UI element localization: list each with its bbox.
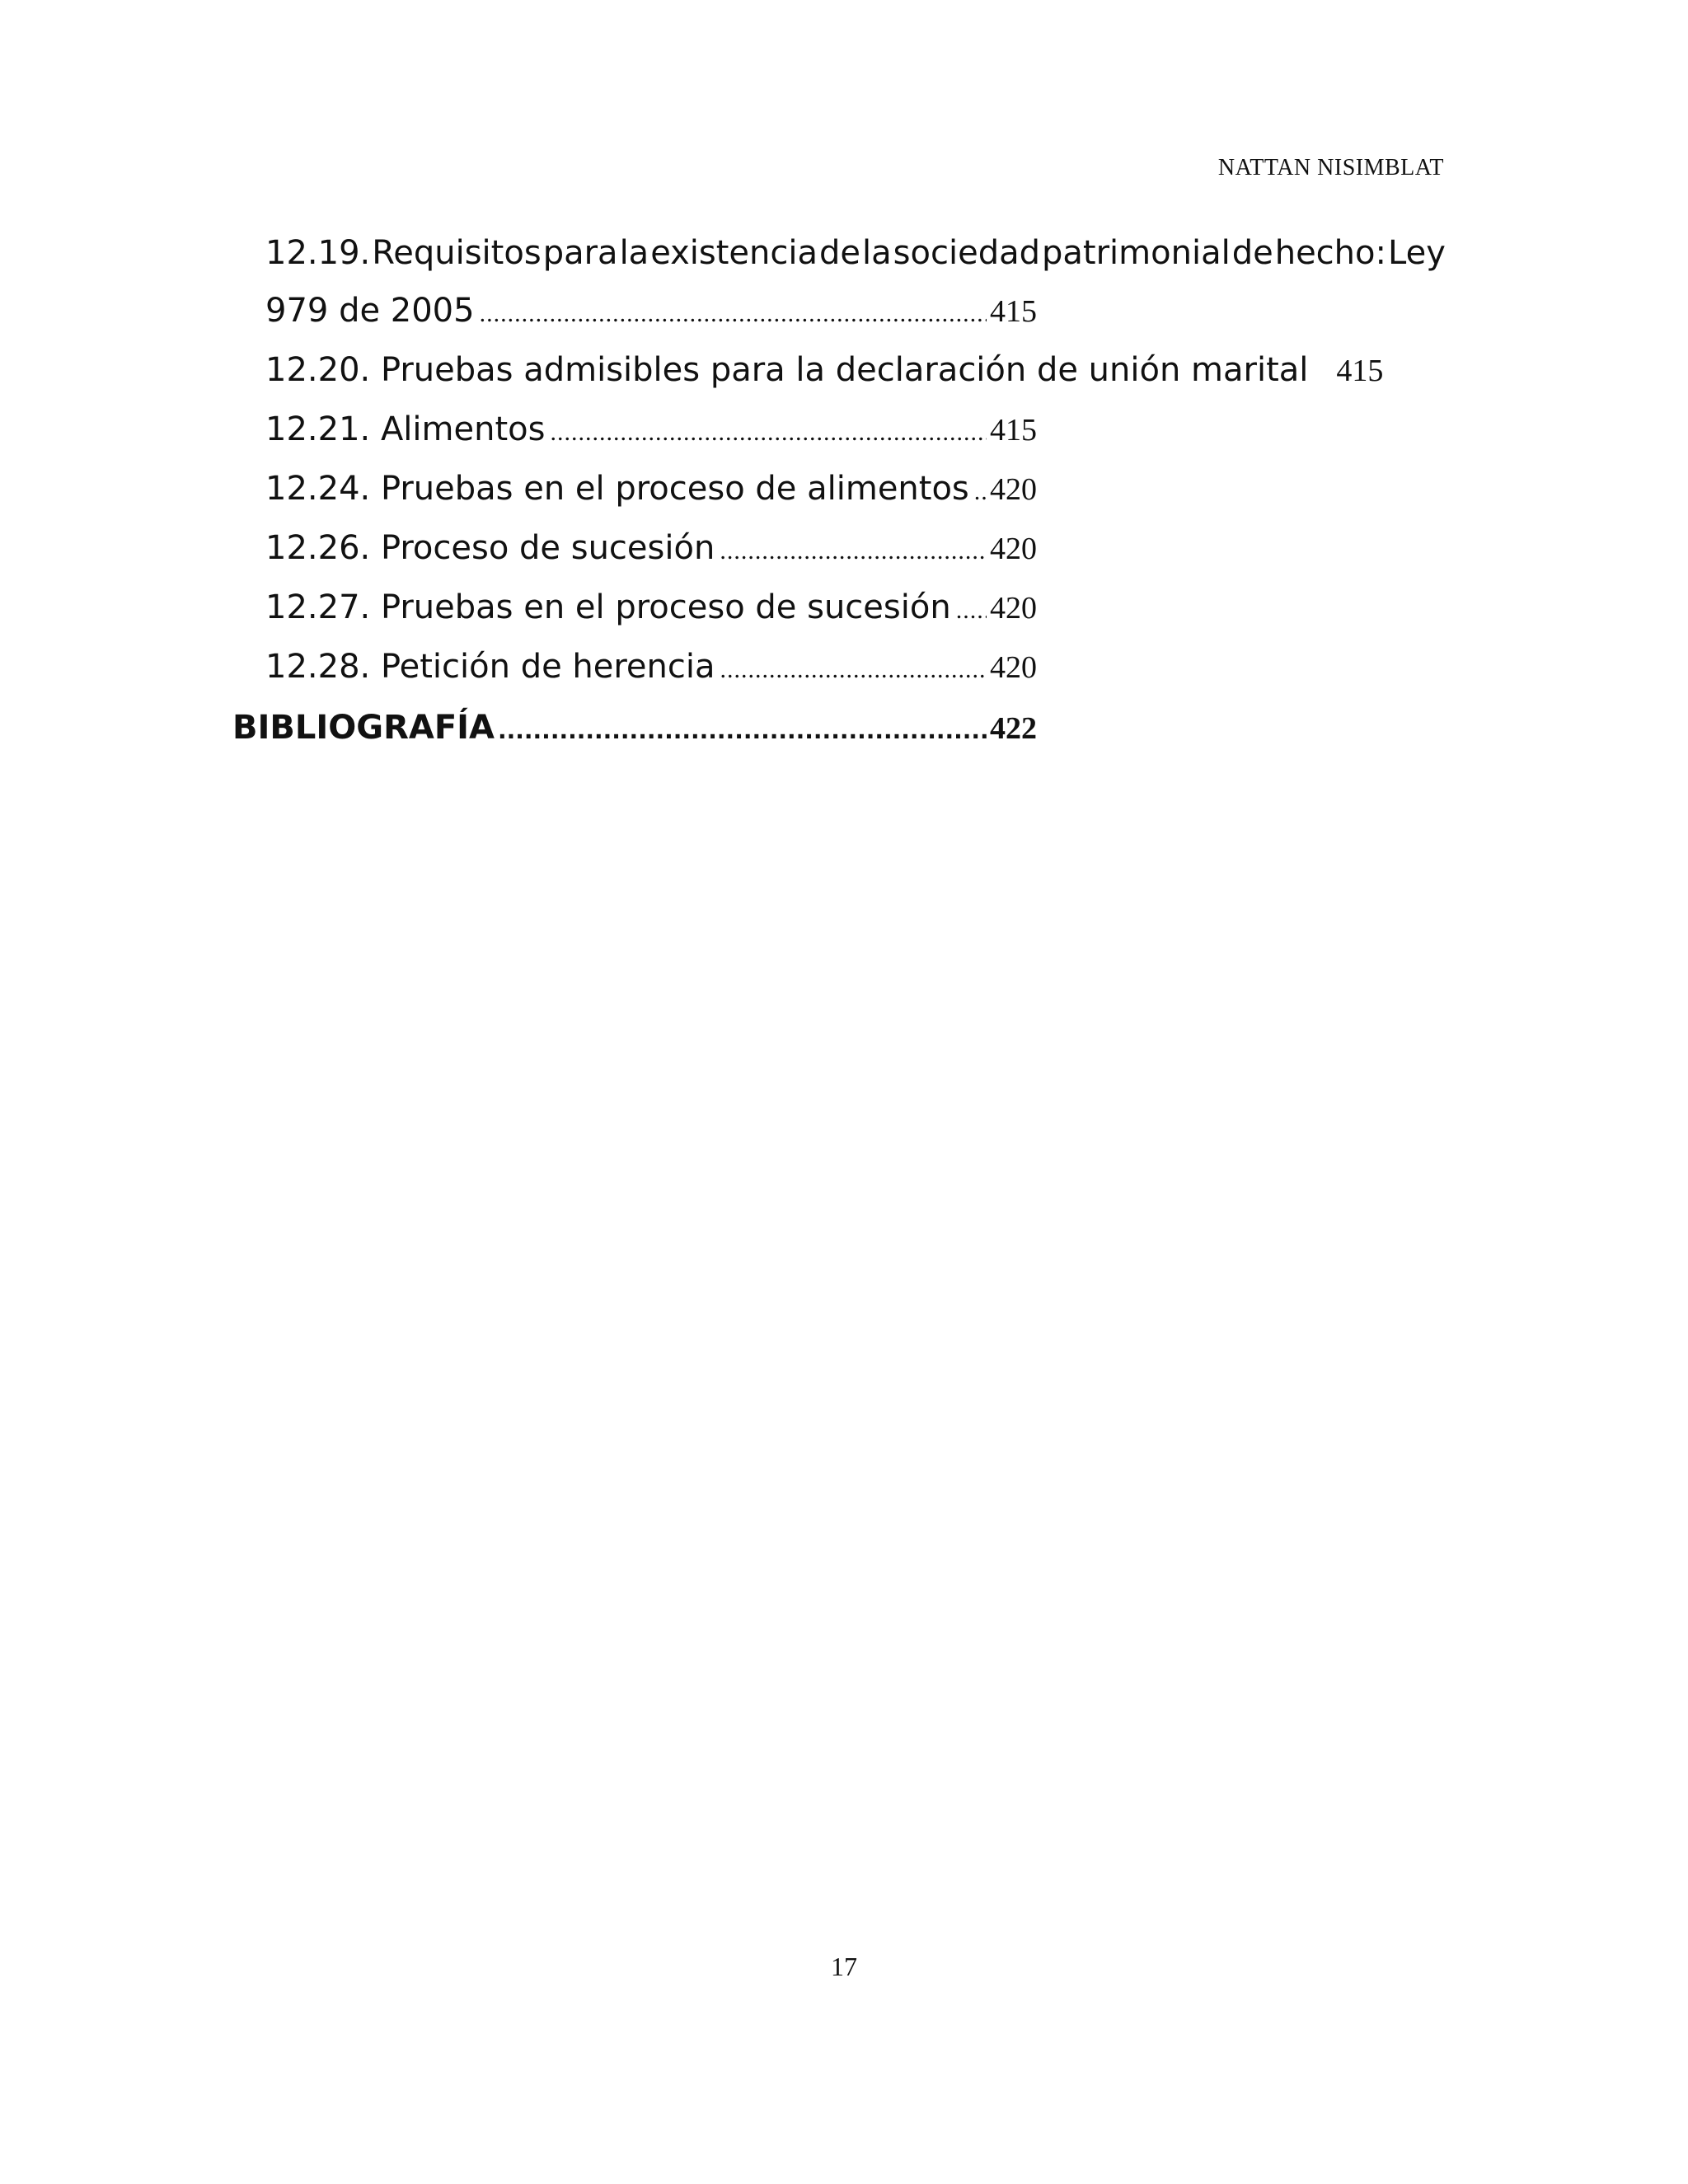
toc-page-number: 415: [1336, 354, 1384, 388]
word: de: [1231, 234, 1273, 272]
toc-entry-12-27[interactable]: [265, 588, 1037, 626]
word: la: [862, 234, 892, 272]
word: Requisitos: [372, 234, 542, 272]
toc-entry-12-21[interactable]: [265, 410, 1037, 448]
word: hecho:: [1274, 234, 1386, 272]
word: de: [819, 234, 861, 272]
toc-entry-12-26[interactable]: [265, 529, 1037, 567]
dot-leader: [956, 597, 987, 625]
toc-entry-title: 12.26. Proceso de sucesión: [265, 529, 715, 567]
toc-page-number: 422: [990, 711, 1037, 746]
toc-entry-12-20[interactable]: [265, 351, 1383, 389]
word: la: [619, 234, 649, 272]
toc-page-number: 420: [990, 532, 1037, 566]
word: para: [542, 234, 618, 272]
word: Ley: [1388, 234, 1446, 272]
toc-page-number: 420: [990, 472, 1037, 507]
toc-entry-title: 979 de 2005: [265, 292, 475, 330]
word: sociedad: [893, 234, 1040, 272]
toc-page-number: 420: [990, 591, 1037, 626]
dot-leader: [480, 300, 987, 328]
toc-entry-12-19-line1: [265, 234, 1446, 272]
toc-page-number: 420: [990, 650, 1037, 685]
word: existencia: [650, 234, 818, 272]
toc-entry-title: 12.27. Pruebas en el proceso de sucesión: [265, 588, 951, 626]
toc-entry-title: BIBLIOGRAFÍA: [232, 709, 495, 747]
toc-entry-title: 12.20. Pruebas admisibles para la declaración de unión marital: [265, 351, 1309, 389]
toc-entry-title: 12.21. Alimentos: [265, 410, 546, 448]
toc-page-number: 415: [990, 413, 1037, 448]
word: 12.19.: [265, 234, 371, 272]
running-head: NATTAN NISIMBLAT: [1217, 155, 1444, 180]
word: patrimonial: [1042, 234, 1231, 272]
toc-page-number: 415: [990, 294, 1037, 329]
toc-entry-12-28[interactable]: [265, 648, 1037, 686]
toc-entry-12-24[interactable]: [265, 470, 1037, 508]
dot-leader: [720, 537, 987, 565]
toc-entry-title: 12.28. Petición de herencia: [265, 648, 715, 686]
dot-leader: [720, 656, 987, 684]
toc-entry-title: 12.24. Pruebas en el proceso de alimentos: [265, 470, 969, 508]
dot-leader: [498, 717, 988, 744]
dot-leader: [974, 478, 987, 506]
page-number: 17: [831, 1952, 857, 1981]
toc-entry-12-19[interactable]: [265, 292, 1037, 330]
dot-leader: [550, 419, 987, 447]
toc-entry-bibliografia[interactable]: [232, 709, 1037, 747]
